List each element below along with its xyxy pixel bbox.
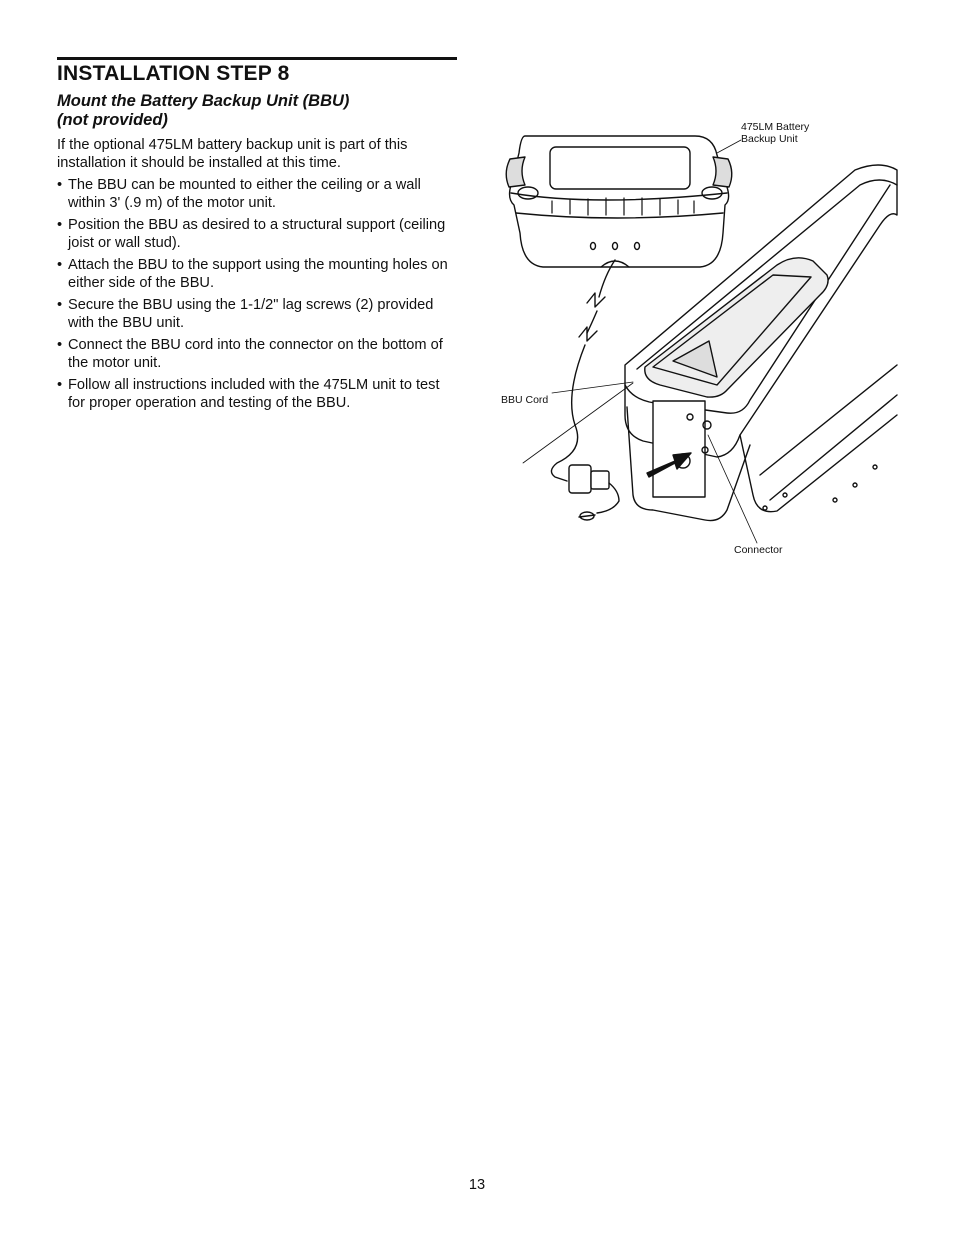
list-item: • Attach the BBU to the support using the mounting holes on either side of the BBU.: [57, 256, 459, 292]
list-item: • Secure the BBU using the 1-1/2" lag screws (2) provided with the BBU unit.: [57, 296, 459, 332]
bbu-label-line-2: Backup Unit: [741, 133, 798, 145]
page-title: INSTALLATION STEP 8: [57, 62, 290, 85]
bbu-cord-label: BBU Cord: [501, 394, 549, 406]
subtitle-line-2: (not provided): [57, 111, 168, 129]
installation-illustration: [495, 115, 900, 565]
list-item: • Follow all instructions included with the 475LM unit to test for proper operation and testing of the BBU.: [57, 376, 459, 412]
instruction-list: [57, 176, 459, 416]
bbu-cord-drawing: [551, 260, 619, 520]
connector-label: Connector: [734, 544, 783, 556]
section-subtitle: [57, 92, 457, 130]
bbu-label-line-1: 475LM Battery: [741, 121, 810, 133]
intro-paragraph: If the optional 475LM battery backup unit is part of this installation it should be installed at this time.: [57, 137, 408, 171]
battery-backup-unit-drawing: [506, 136, 732, 267]
bbu-label: [741, 121, 809, 145]
list-item: • Connect the BBU cord into the connector on the bottom of the motor unit.: [57, 336, 459, 372]
subtitle-line-1: Mount the Battery Backup Unit (BBU): [57, 92, 350, 110]
page-number: 13: [468, 1177, 486, 1193]
list-item: • Position the BBU as desired to a structural support (ceiling joist or wall stud).: [57, 216, 459, 252]
heading-rule: [57, 57, 457, 60]
bbu-motor-drawing: [495, 115, 900, 565]
list-item: • The BBU can be mounted to either the ceiling or a wall within 3' (.9 m) of the motor unit.: [57, 176, 459, 212]
